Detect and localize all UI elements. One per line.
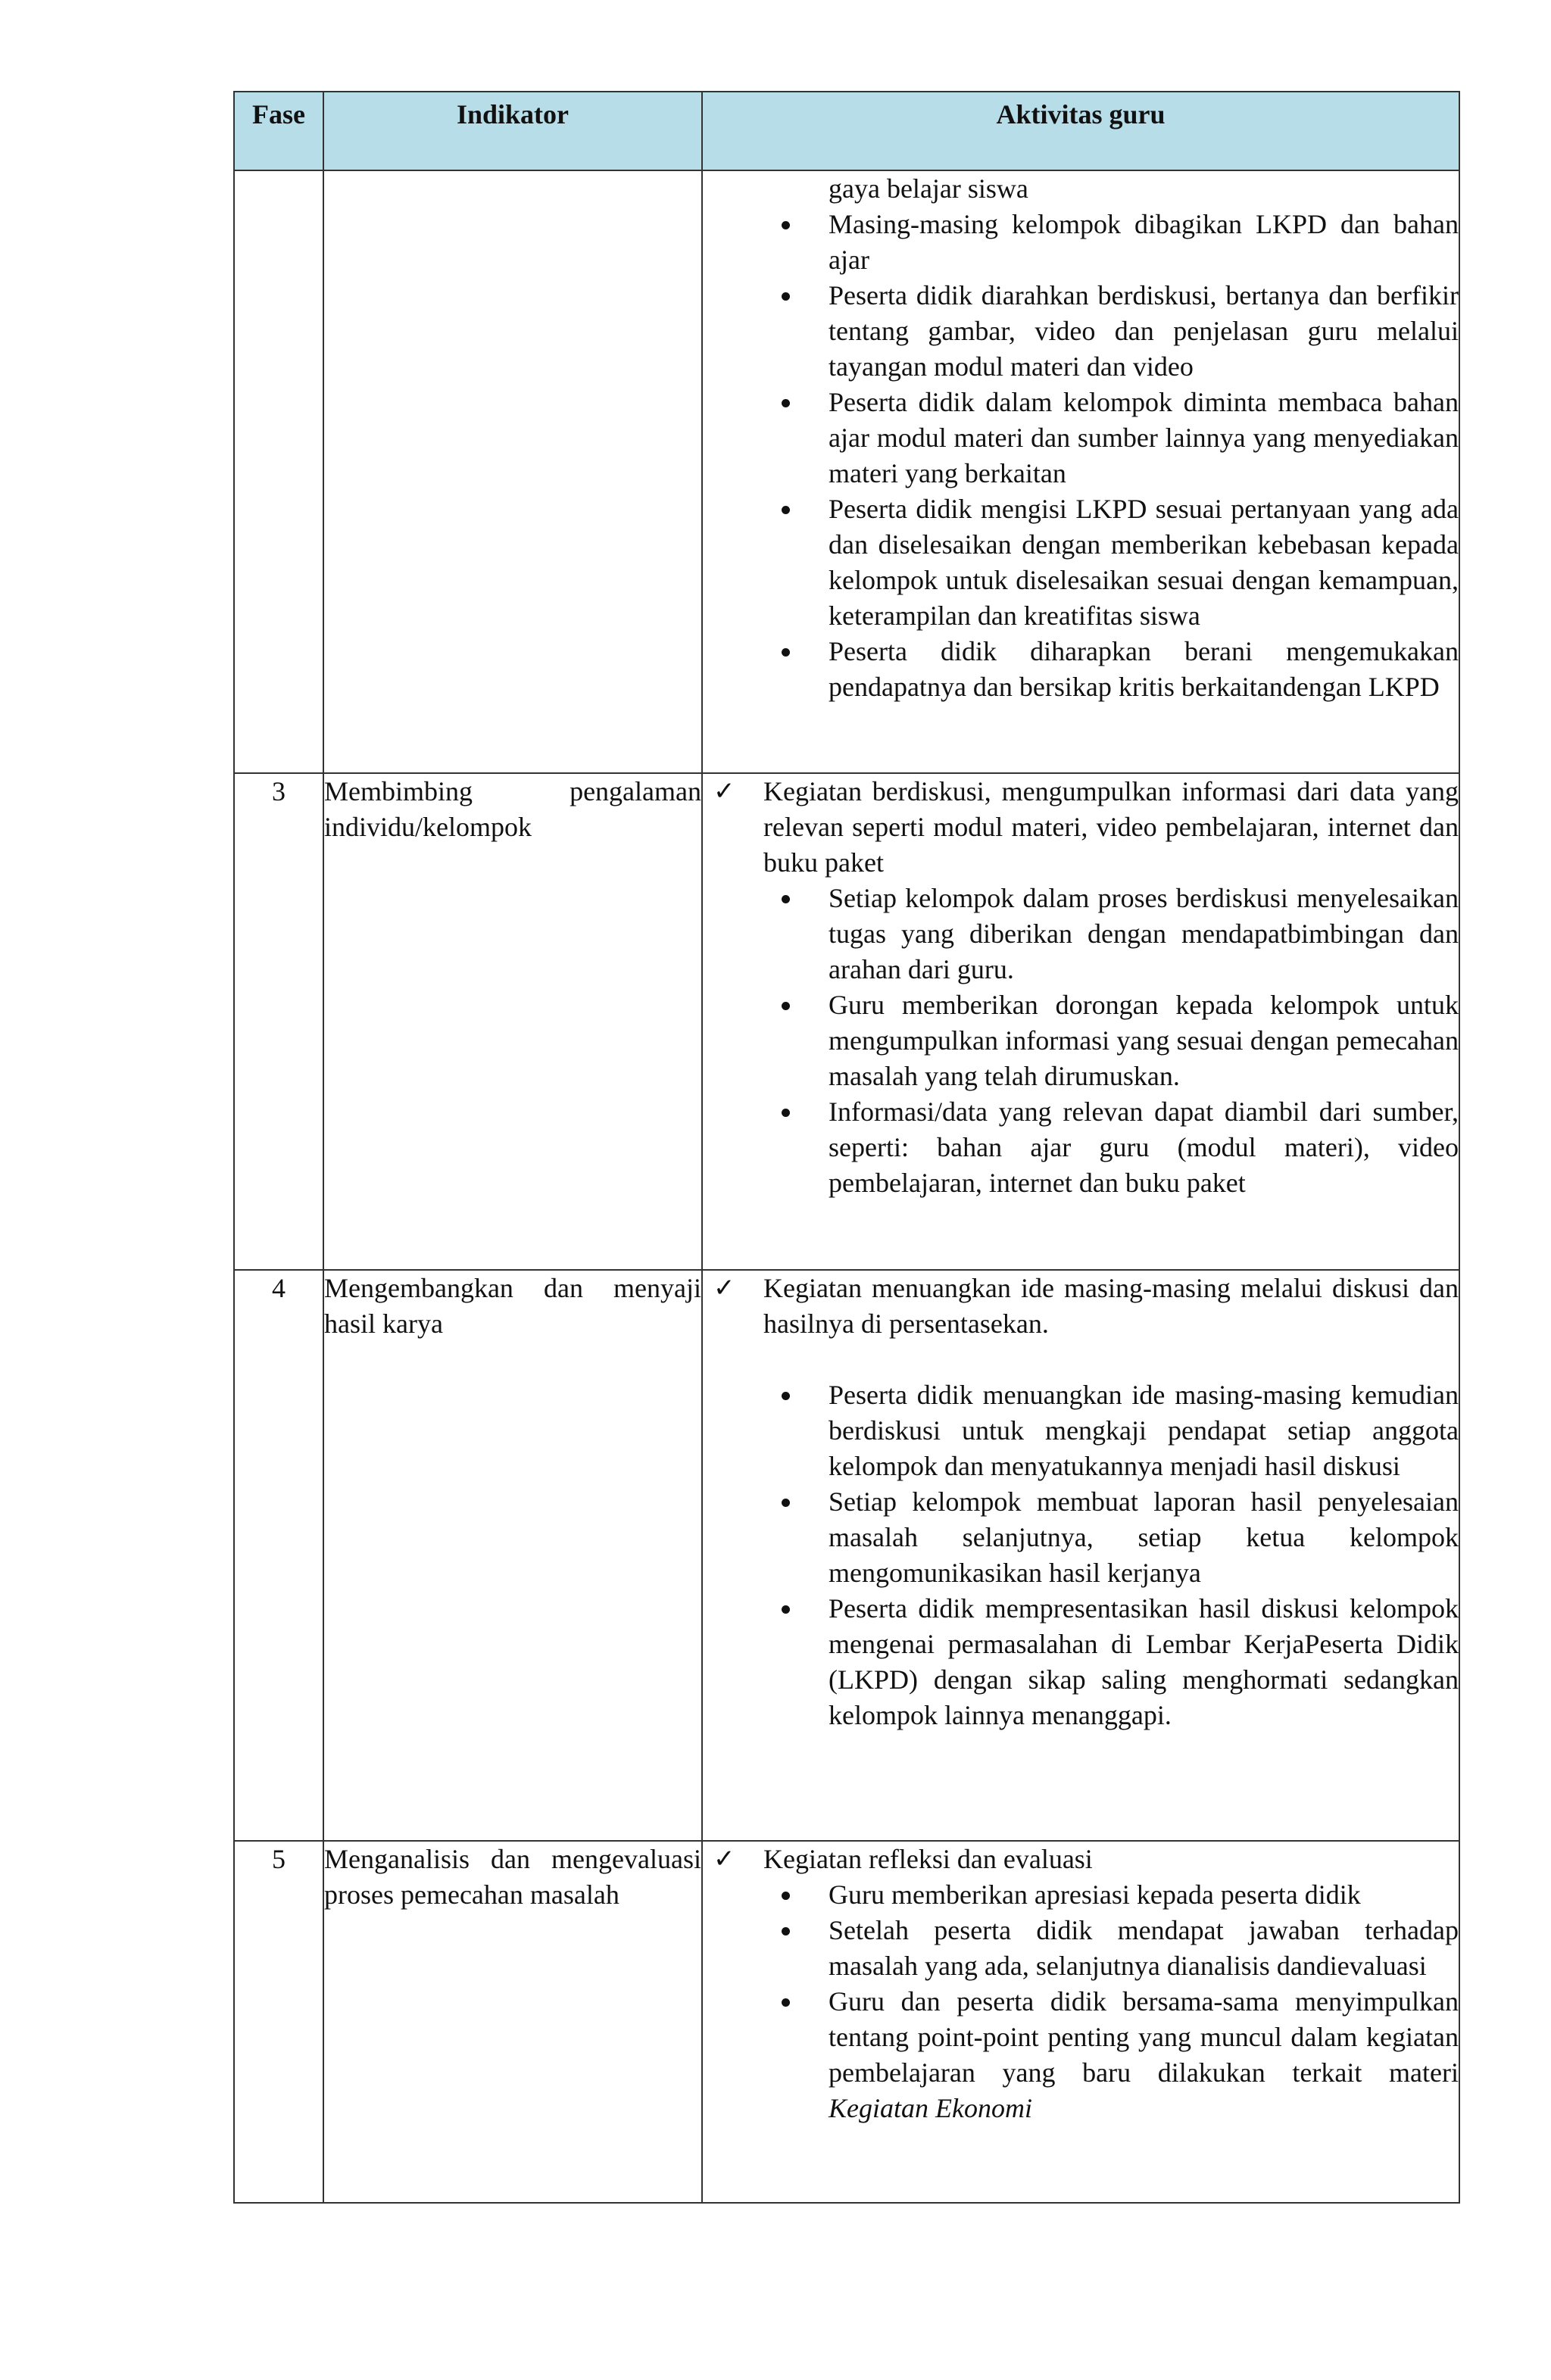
list-item-text: Guru dan peserta didik bersama-sama menyimpulkan tentang point-point penting yang muncul dalam kegiatan pembelajaran yang baru dilakukan terkait materi (829, 1986, 1459, 2088)
bullet-icon (782, 1892, 790, 1900)
list-item-text: Peserta didik mempresentasikan hasil diskusi kelompok mengenai permasalahan di Lembar KerjaPeserta Didik (LKPD) dengan sikap saling menghormati sedangkan kelompok lainnya menanggapi. (829, 1593, 1459, 1730)
list-item-text: Guru memberikan apresiasi kepada peserta didik (829, 1879, 1361, 1910)
fase-cell: 4 (234, 1270, 323, 1841)
indikator-cell (323, 1270, 702, 1841)
list-item-text: Setiap kelompok dalam proses berdiskusi menyelesaikan tugas yang diberikan dengan mendapatbimbingan dan arahan dari guru. (829, 883, 1459, 984)
checkmark-icon: ✓ (713, 1273, 735, 1303)
list-item (703, 1094, 1459, 1201)
list-item-text: Setelah peserta didik mendapat jawaban terhadap masalah yang ada, selanjutnya dianalisis dandievaluasi (829, 1915, 1459, 1981)
check-item (703, 774, 1459, 881)
check-text: Kegiatan berdiskusi, mengumpulkan informasi dari data yang relevan seperti modul materi, video pembelajaran, internet dan buku paket (763, 776, 1459, 878)
table-row (234, 1841, 1459, 2203)
list-item (703, 278, 1459, 385)
fase-cell: 3 (234, 773, 323, 1270)
table-row (234, 773, 1459, 1270)
activity-list (703, 207, 1459, 705)
activity-list (703, 1377, 1459, 1733)
indikator-text: Mengembangkan dan menyaji hasil karya (324, 1273, 701, 1339)
header-fase: Fase (234, 92, 323, 170)
list-item (703, 634, 1459, 705)
bullet-icon (782, 1499, 790, 1507)
bullet-icon (782, 399, 790, 407)
list-item (703, 1484, 1459, 1591)
activity-table (233, 91, 1460, 2204)
bullet-icon (782, 1927, 790, 1936)
aktivitas-cell (702, 170, 1459, 773)
list-item-text: Peserta didik dalam kelompok diminta membaca bahan ajar modul materi dan sumber lainnya yang menyediakan materi yang berkaitan (829, 387, 1459, 488)
check-item (703, 1271, 1459, 1342)
header-aktivitas: Aktivitas guru (702, 92, 1459, 170)
list-item (703, 987, 1459, 1094)
bullet-icon (782, 221, 790, 229)
bullet-icon (782, 1002, 790, 1010)
bullet-icon (782, 1605, 790, 1614)
italic-topic: Kegiatan Ekonomi (829, 2093, 1032, 2123)
list-item (703, 385, 1459, 491)
list-item-text: Setiap kelompok membuat laporan hasil penyelesaian masalah selanjutnya, setiap ketua kelompok mengomunikasikan hasil kerjanya (829, 1486, 1459, 1588)
list-item (703, 1591, 1459, 1733)
list-item-text: Peserta didik diharapkan berani mengemukakan pendapatnya dan bersikap kritis berkaitandengan LKPD (829, 636, 1459, 702)
activity-list (703, 881, 1459, 1201)
indikator-text: Membimbing pengalaman individu/kelompok (324, 776, 701, 842)
list-item-text: Informasi/data yang relevan dapat diambil dari sumber, seperti: bahan ajar guru (modul materi), video pembelajaran, internet dan buku paket (829, 1096, 1459, 1198)
fase-cell (234, 170, 323, 773)
fase-cell: 5 (234, 1841, 323, 2203)
check-text: Kegiatan refleksi dan evaluasi (763, 1844, 1093, 1874)
aktivitas-cell (702, 1270, 1459, 1841)
bullet-icon (782, 648, 790, 657)
check-item (703, 1842, 1459, 1877)
list-item-text: Peserta didik menuangkan ide masing-masing kemudian berdiskusi untuk mengkaji pendapat setiap anggota kelompok dan menyatukannya menjadi hasil diskusi (829, 1380, 1459, 1481)
list-item (703, 1913, 1459, 1984)
activity-list (703, 1877, 1459, 2126)
indikator-text: Menganalisis dan mengevaluasi proses pemecahan masalah (324, 1844, 701, 1910)
bullet-icon (782, 292, 790, 301)
bullet-icon (782, 1998, 790, 2007)
list-item-text: Guru memberikan dorongan kepada kelompok untuk mengumpulkan informasi yang sesuai dengan pemecahan masalah yang telah dirumuskan. (829, 990, 1459, 1091)
aktivitas-cell (702, 1841, 1459, 2203)
list-item-text: Peserta didik diarahkan berdiskusi, bertanya dan berfikir tentang gambar, video dan penjelasan guru melalui tayangan modul materi dan video (829, 280, 1459, 382)
indikator-cell (323, 1841, 702, 2203)
list-item-text: Peserta didik mengisi LKPD sesuai pertanyaan yang ada dan diselesaikan dengan memberikan kebebasan kepada kelompok untuk diselesaikan sesuai dengan kemampuan, keterampilan dan kreatifitas siswa (829, 494, 1459, 631)
table-row (234, 1270, 1459, 1841)
list-item (703, 881, 1459, 987)
checkmark-icon: ✓ (713, 1844, 735, 1874)
bullet-icon (782, 506, 790, 514)
table-header-row (234, 92, 1459, 170)
list-item (703, 1984, 1459, 2126)
bullet-icon (782, 1109, 790, 1117)
table-row (234, 170, 1459, 773)
continuation-text: gaya belajar siswa (829, 173, 1028, 204)
aktivitas-cell (702, 773, 1459, 1270)
indikator-cell (323, 170, 702, 773)
list-item (703, 207, 1459, 278)
list-item (703, 491, 1459, 634)
list-item (703, 1877, 1459, 1913)
header-indikator: Indikator (323, 92, 702, 170)
list-item (703, 1377, 1459, 1484)
checkmark-icon: ✓ (713, 776, 735, 806)
bullet-icon (782, 895, 790, 903)
check-text: Kegiatan menuangkan ide masing-masing melalui diskusi dan hasilnya di persentasekan. (763, 1273, 1459, 1339)
bullet-icon (782, 1392, 790, 1400)
indikator-cell (323, 773, 702, 1270)
list-item-text: Masing-masing kelompok dibagikan LKPD dan bahan ajar (829, 209, 1459, 275)
